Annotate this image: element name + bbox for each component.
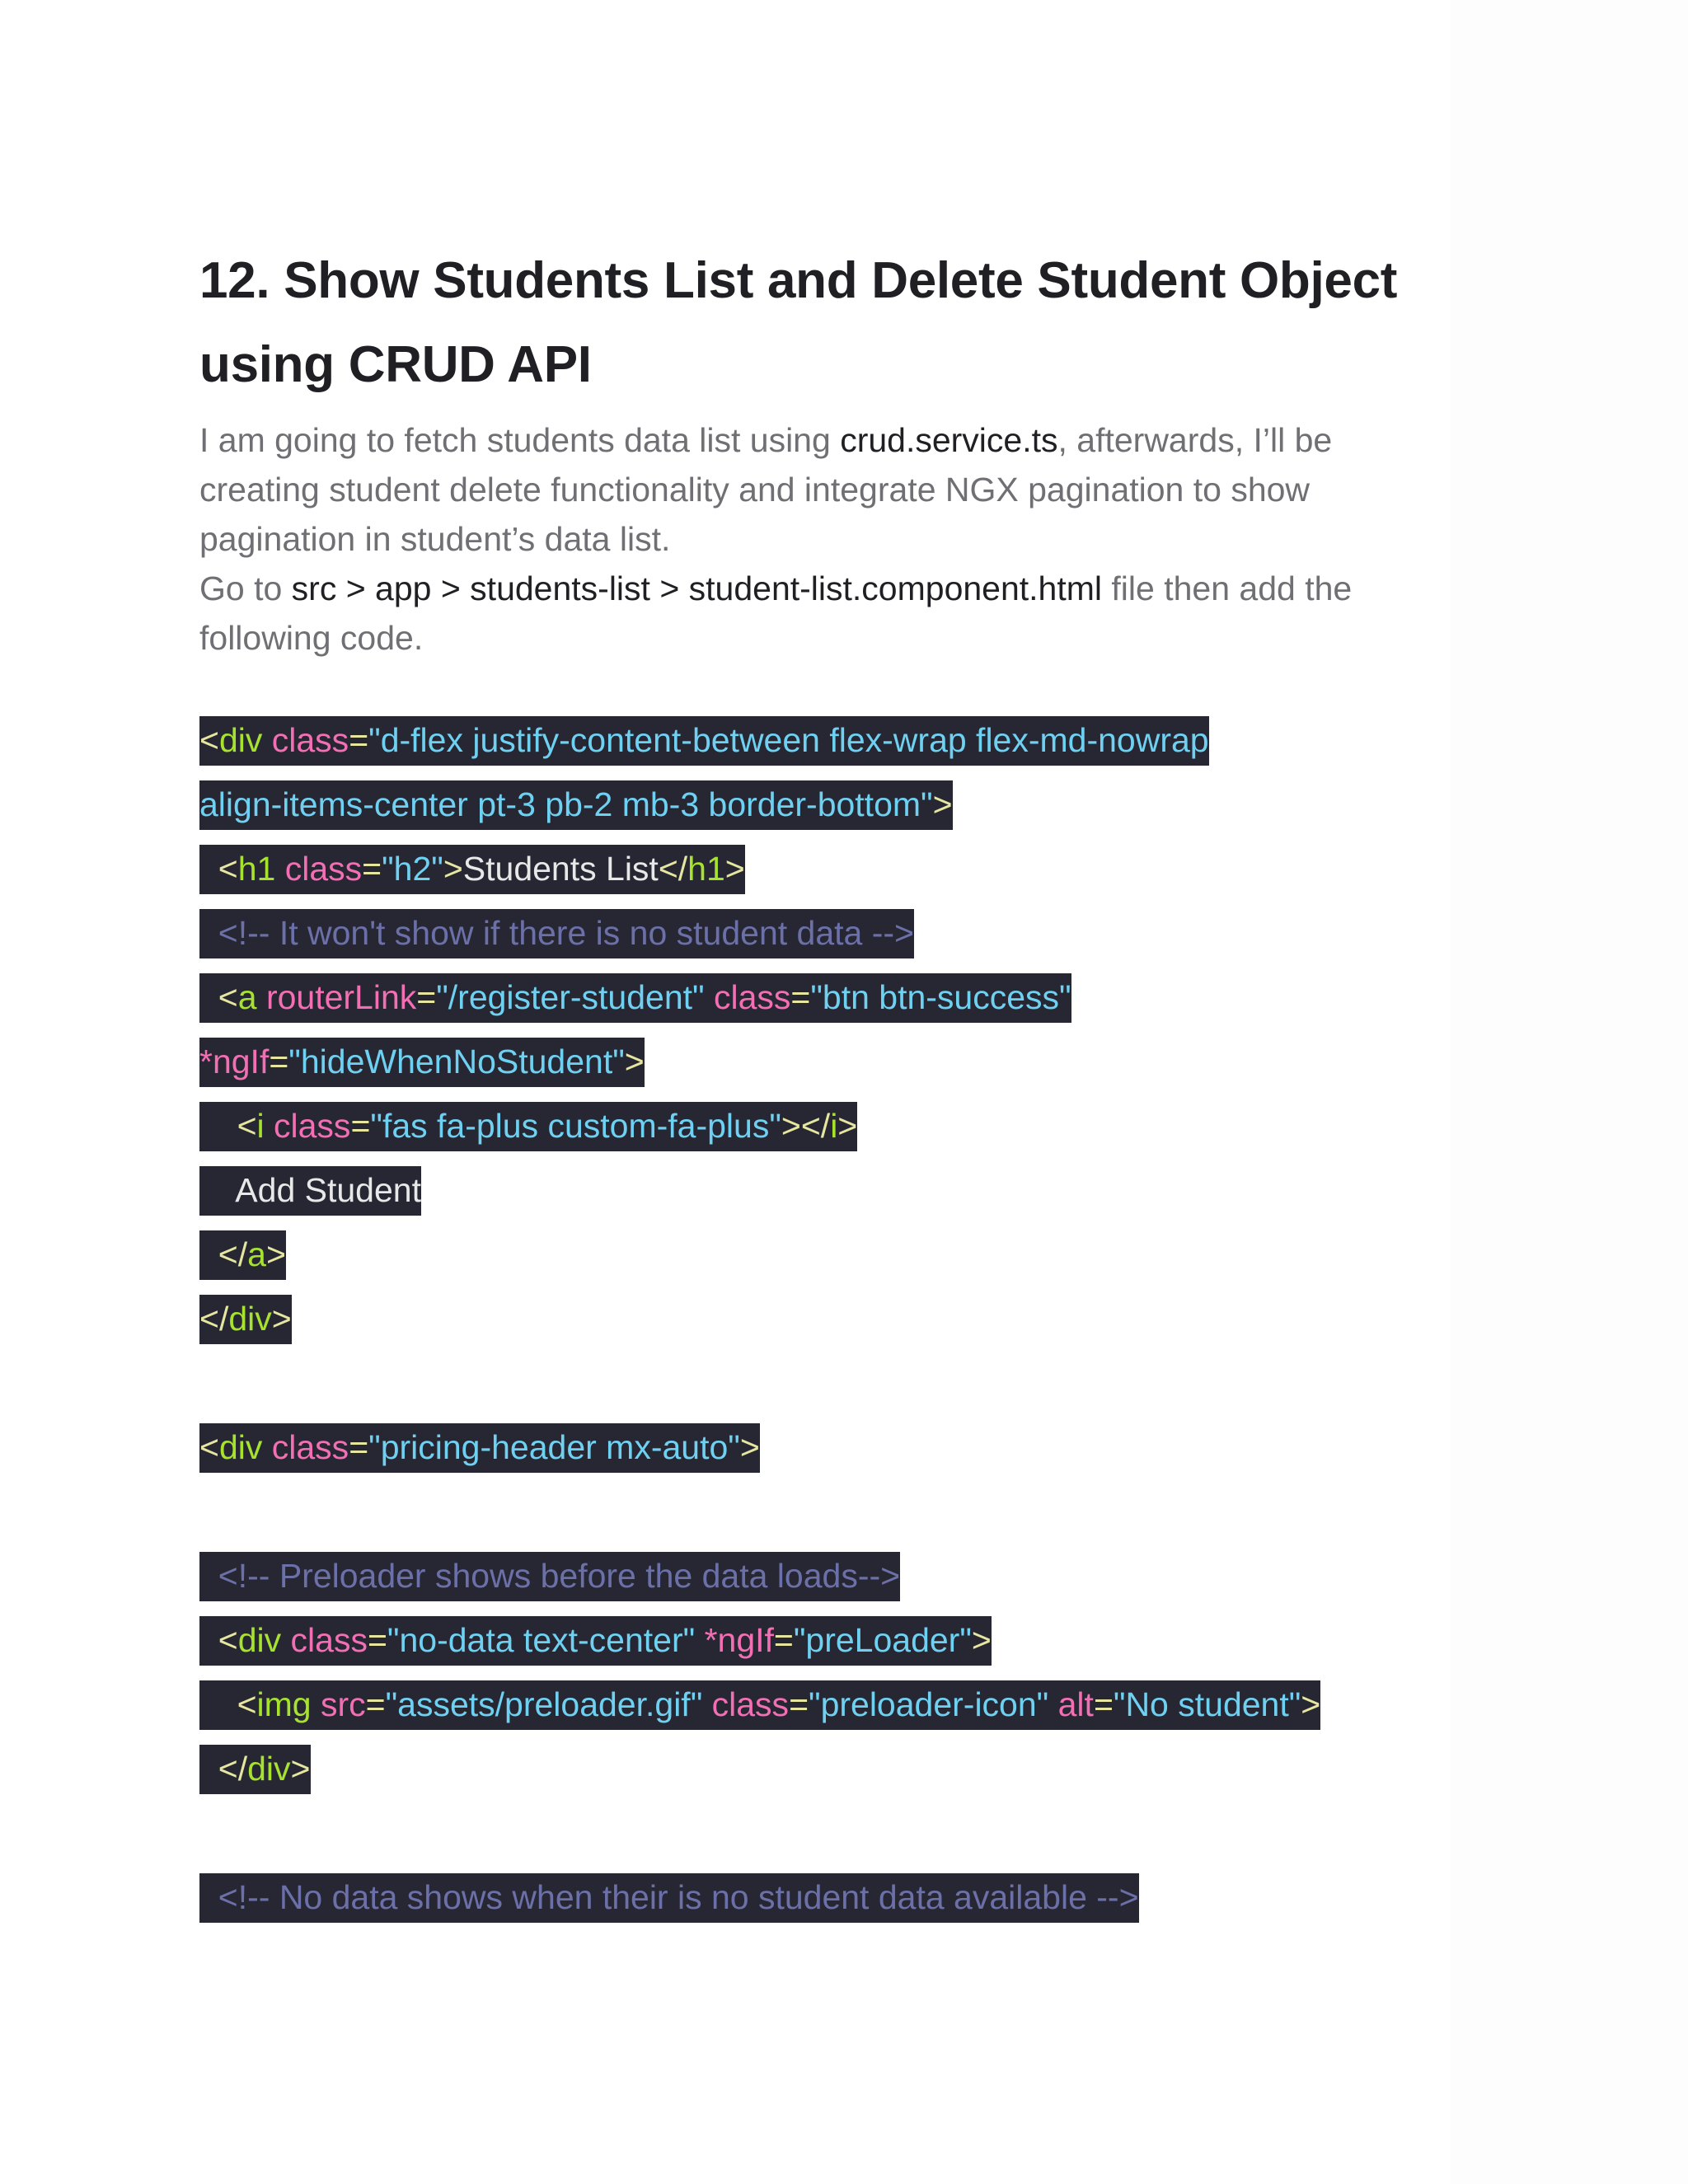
code-line: Add Student xyxy=(199,1158,1485,1222)
section-heading xyxy=(199,239,1485,407)
inline-code-file-path: src > app > students-list > student-list.component.html xyxy=(291,569,1103,607)
code-line: <i class="fas fa-plus custom-fa-plus"></i> xyxy=(199,1094,1485,1158)
code-line: align-items-center pt-3 pb-2 mb-3 border-bottom"> xyxy=(199,772,1485,837)
intro-text: creating student delete functionality and integrate NGX pagination to show xyxy=(199,471,1311,509)
code-line: </a> xyxy=(199,1222,1485,1286)
page-margin-shade xyxy=(1451,0,1688,2184)
intro-text: I am going to fetch students data list using xyxy=(199,421,841,459)
heading-line-1: 12. Show Students List and Delete Student Object xyxy=(199,252,1398,309)
code-line: </div> xyxy=(199,1286,1485,1351)
code-line: <!-- It won't show if there is no student data --> xyxy=(199,901,1485,965)
intro-text: , afterwards, I’ll be xyxy=(1057,421,1333,459)
code-line: </div> xyxy=(199,1736,1485,1801)
intro-paragraph xyxy=(199,415,1485,663)
code-blank-line xyxy=(199,1351,1485,1415)
article xyxy=(199,239,1485,1929)
intro-text: following code. xyxy=(199,619,424,657)
code-blank-line xyxy=(199,1801,1485,1865)
code-line: <div class="no-data text-center" *ngIf="preLoader"> xyxy=(199,1608,1485,1672)
code-blank-line xyxy=(199,1479,1485,1544)
code-line: <h1 class="h2">Students List</h1> xyxy=(199,837,1485,901)
intro-text: file then add the xyxy=(1102,569,1353,607)
code-line: <div class="pricing-header mx-auto"> xyxy=(199,1415,1485,1479)
heading-line-2: using CRUD API xyxy=(199,336,592,393)
code-line: <div class="d-flex justify-content-between flex-wrap flex-md-nowrap xyxy=(199,708,1485,772)
code-line: *ngIf="hideWhenNoStudent"> xyxy=(199,1029,1485,1094)
code-line: <a routerLink="/register-student" class="btn btn-success" xyxy=(199,965,1485,1029)
code-line: <!-- No data shows when their is no student data available --> xyxy=(199,1865,1485,1929)
inline-code-crud-service: crud.service.ts xyxy=(840,421,1058,459)
code-line: <!-- Preloader shows before the data loads--> xyxy=(199,1544,1485,1608)
intro-text: Go to xyxy=(199,569,292,607)
intro-text: pagination in student’s data list. xyxy=(199,520,671,558)
code-block xyxy=(199,708,1485,1929)
code-line: <img src="assets/preloader.gif" class="preloader-icon" alt="No student"> xyxy=(199,1672,1485,1736)
